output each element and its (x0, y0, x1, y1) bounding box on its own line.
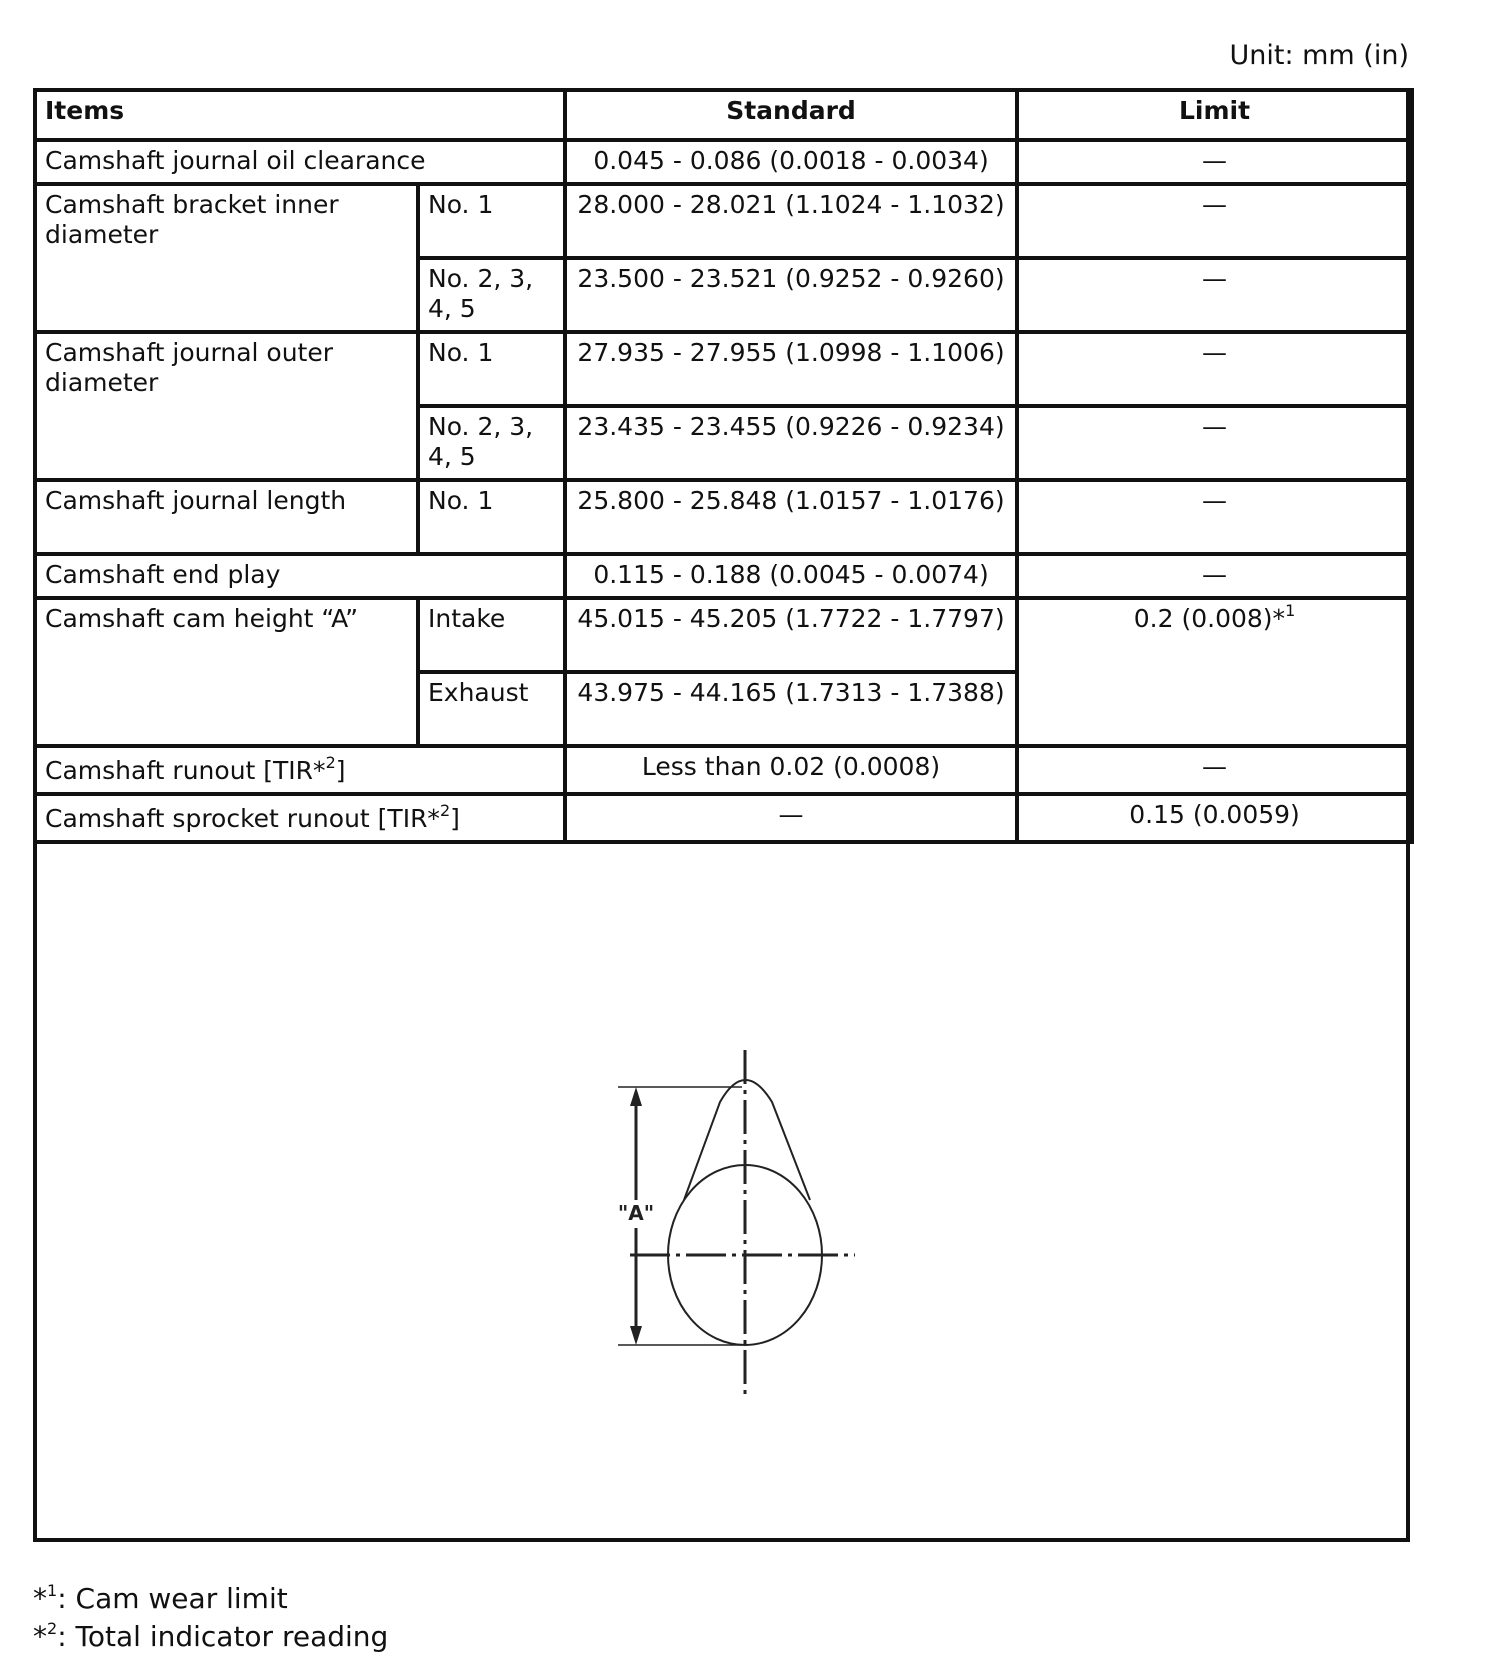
item-cell (35, 746, 565, 794)
header-limit: Limit (1017, 90, 1412, 140)
limit-cell: — (1017, 480, 1412, 554)
table-row (35, 794, 1412, 842)
table-row (35, 598, 1412, 672)
header-standard: Standard (565, 90, 1017, 140)
limit-cell: — (1017, 184, 1412, 258)
header-row (35, 90, 1412, 140)
sub-cell: Exhaust (418, 672, 565, 746)
standard-cell: 23.500 - 23.521 (0.9252 - 0.9260) (565, 258, 1017, 332)
footnote-ref: 2 (439, 800, 451, 820)
footnote-mark: * (33, 1620, 47, 1653)
limit-cell: — (1017, 406, 1412, 480)
sub-cell: No. 2, 3, 4, 5 (418, 406, 565, 480)
item-text: Camshaft runout [TIR* (45, 756, 326, 785)
footnote-1 (33, 1580, 388, 1618)
sub-cell: No. 1 (418, 480, 565, 554)
item-cell: Camshaft cam height “A” (35, 598, 418, 746)
standard-cell: 45.015 - 45.205 (1.7722 - 1.7797) (565, 598, 1017, 672)
item-text: Camshaft sprocket runout [TIR* (45, 804, 440, 833)
sub-cell: No. 1 (418, 184, 565, 258)
footnote-ref: 2 (325, 752, 336, 772)
footnote-ref: 1 (1285, 600, 1296, 620)
footnote-number: 1 (47, 1580, 58, 1600)
footnote-text: : Cam wear limit (57, 1582, 288, 1615)
standard-cell: Less than 0.02 (0.0008) (565, 746, 1017, 794)
unit-label: Unit: mm (in) (1229, 40, 1409, 71)
header-items: Items (35, 90, 565, 140)
limit-cell: — (1017, 746, 1412, 794)
item-cell: Camshaft journal oil clearance (35, 140, 565, 184)
item-cell: Camshaft journal outer diameter (35, 332, 418, 480)
footnote-text: : Total indicator reading (57, 1620, 389, 1653)
standard-cell: 0.115 - 0.188 (0.0045 - 0.0074) (565, 554, 1017, 598)
arrow-up-icon (630, 1087, 642, 1106)
cam-height-diagram (600, 1050, 880, 1430)
item-cell: Camshaft journal length (35, 480, 418, 554)
standard-cell: 27.935 - 27.955 (1.0998 - 1.1006) (565, 332, 1017, 406)
standard-cell: — (565, 794, 1017, 842)
sub-cell: No. 1 (418, 332, 565, 406)
table-row (35, 480, 1412, 554)
sub-cell: Intake (418, 598, 565, 672)
item-text-end: ] (335, 756, 346, 785)
dimension-label: "A" (617, 1201, 655, 1225)
table-row (35, 332, 1412, 406)
standard-cell: 0.045 - 0.086 (0.0018 - 0.0034) (565, 140, 1017, 184)
footnotes (33, 1580, 388, 1656)
item-cell (35, 794, 565, 842)
limit-cell: — (1017, 258, 1412, 332)
limit-cell: — (1017, 332, 1412, 406)
footnote-mark: * (33, 1582, 47, 1615)
standard-cell: 28.000 - 28.021 (1.1024 - 1.1032) (565, 184, 1017, 258)
table-row (35, 746, 1412, 794)
limit-cell (1017, 598, 1412, 746)
table-row (35, 140, 1412, 184)
footnote-number: 2 (47, 1618, 58, 1638)
table-row (35, 184, 1412, 258)
table-row (35, 554, 1412, 598)
standard-cell: 43.975 - 44.165 (1.7313 - 1.7388) (565, 672, 1017, 746)
limit-cell: — (1017, 554, 1412, 598)
item-cell: Camshaft end play (35, 554, 565, 598)
arrow-down-icon (630, 1326, 642, 1345)
item-cell: Camshaft bracket inner diameter (35, 184, 418, 332)
limit-text: 0.2 (0.008)* (1133, 604, 1286, 633)
footnote-2 (33, 1618, 388, 1656)
limit-cell: 0.15 (0.0059) (1017, 794, 1412, 842)
item-text-end: ] (450, 804, 460, 833)
sub-cell: No. 2, 3, 4, 5 (418, 258, 565, 332)
standard-cell: 23.435 - 23.455 (0.9226 - 0.9234) (565, 406, 1017, 480)
standard-cell: 25.800 - 25.848 (1.0157 - 1.0176) (565, 480, 1017, 554)
limit-cell: — (1017, 140, 1412, 184)
spec-table (33, 88, 1414, 844)
